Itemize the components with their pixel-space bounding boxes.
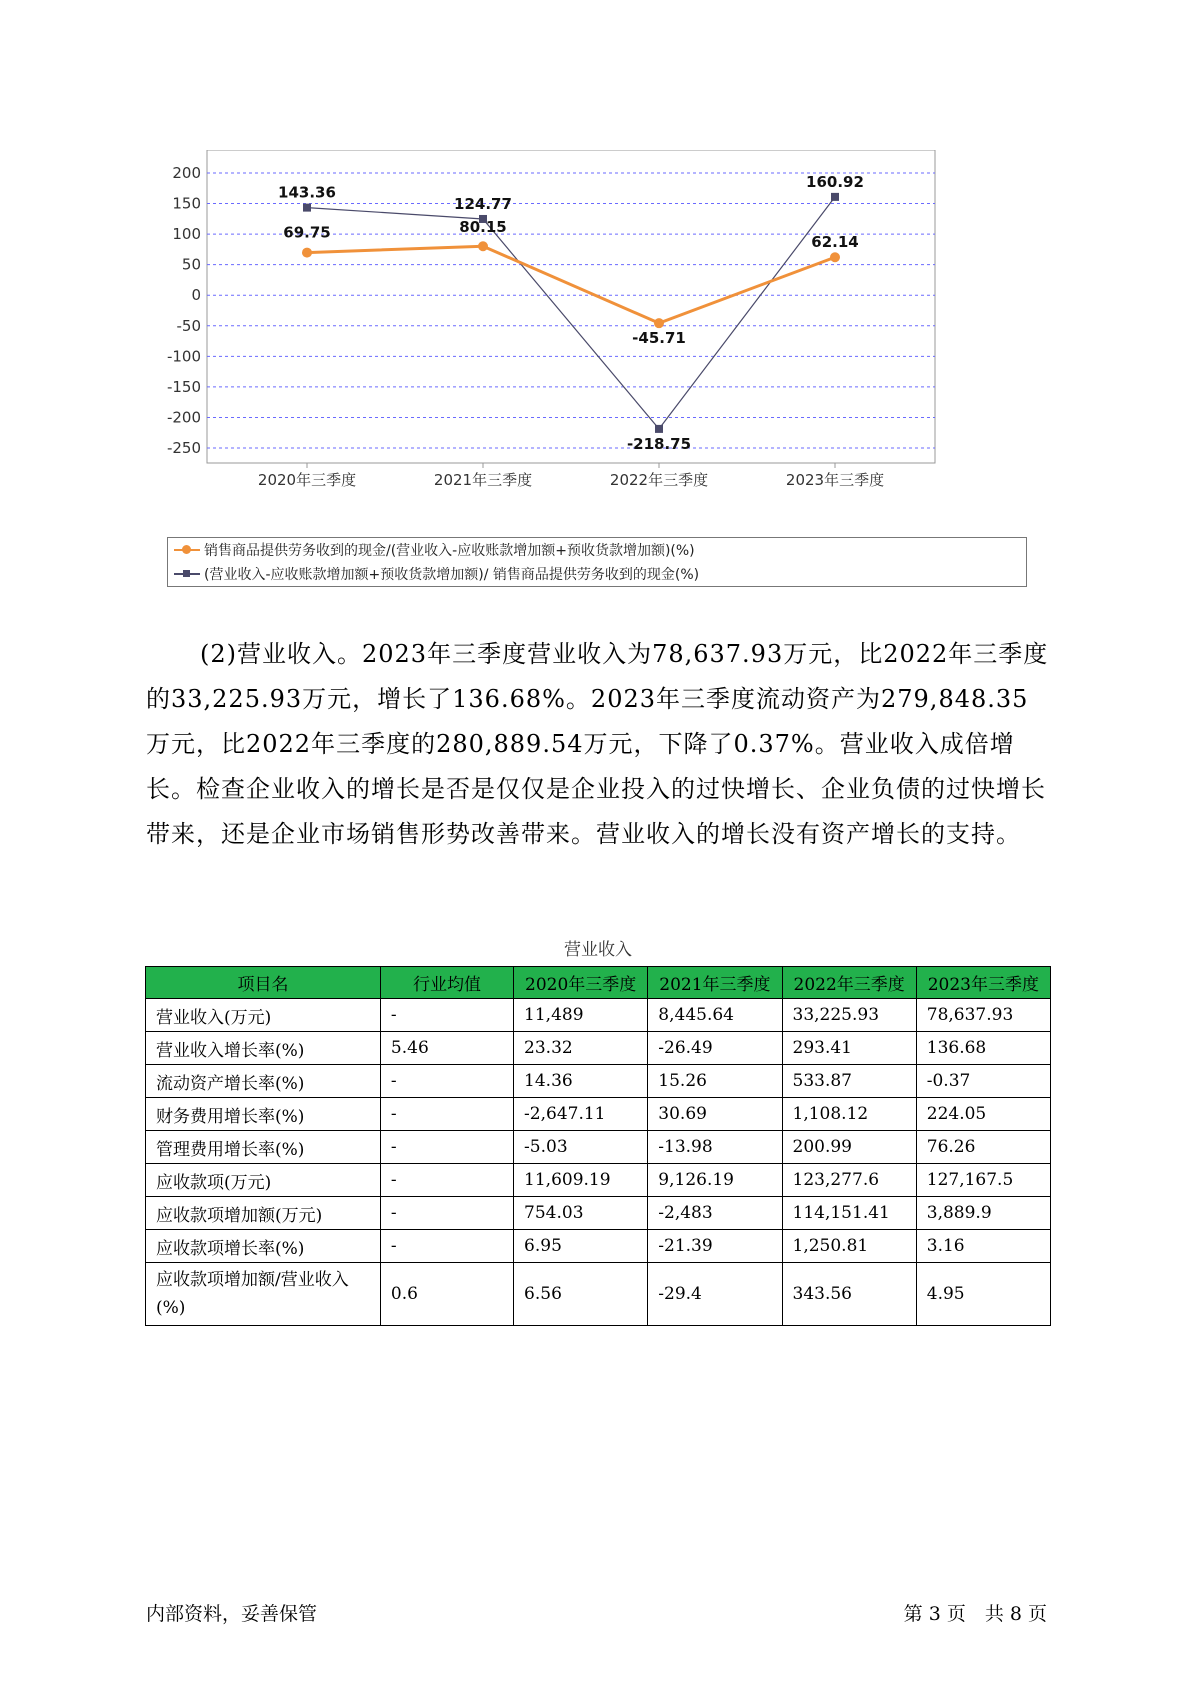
value-cell: -2,647.11 xyxy=(514,1098,648,1131)
table-header-row xyxy=(146,967,1051,999)
value-cell: -13.98 xyxy=(648,1131,782,1164)
table-row xyxy=(146,1164,1051,1197)
value-cell: -29.4 xyxy=(648,1263,782,1326)
header-cell: 2022年三季度 xyxy=(782,967,916,999)
data-label: 143.36 xyxy=(278,183,336,202)
value-cell: 23.32 xyxy=(514,1032,648,1065)
data-label: 69.75 xyxy=(283,223,331,242)
data-label: 80.15 xyxy=(459,218,507,237)
value-cell: - xyxy=(380,1230,513,1263)
row-label-cell: 营业收入(万元) xyxy=(146,999,381,1032)
table-row xyxy=(146,1197,1051,1230)
value-cell: -0.37 xyxy=(916,1065,1050,1098)
value-cell: 76.26 xyxy=(916,1131,1050,1164)
data-point xyxy=(655,425,663,433)
data-point xyxy=(831,193,839,201)
chart-legend xyxy=(167,537,1027,587)
y-tick-label: -250 xyxy=(166,439,201,457)
data-label: 124.77 xyxy=(454,194,512,213)
line-chart xyxy=(150,150,1020,590)
x-tick-label: 2022年三季度 xyxy=(609,471,709,489)
data-point xyxy=(302,248,312,258)
data-label: 62.14 xyxy=(811,233,859,252)
header-cell: 项目名 xyxy=(146,967,381,999)
row-label-cell: 应收款项(万元) xyxy=(146,1164,381,1197)
value-cell: 9,126.19 xyxy=(648,1164,782,1197)
value-cell: - xyxy=(380,1131,513,1164)
x-tick-label: 2021年三季度 xyxy=(433,471,533,489)
legend-entry-1 xyxy=(168,538,1026,562)
data-point xyxy=(830,252,840,262)
revenue-paragraph: (2)营业收入。2023年三季度营业收入为78,637.93万元，比2022年三季度的33,225.93万元，增长了136.68%。2023年三季度流动资产为279,848.35万元，比2022年三季度的280,889.54万元，下降了0.37%。营业收入成倍增长。检查企业收入的增长是否是仅仅是企业投入的过快增长、企业负债的过快增长带来，还是企业市场销售形势改善带来。营业收入的增长没有资产增长的支持。 xyxy=(146,640,1049,848)
value-cell: -2,483 xyxy=(648,1197,782,1230)
table-row xyxy=(146,1230,1051,1263)
value-cell: 11,609.19 xyxy=(514,1164,648,1197)
row-label-cell: 应收款项增加额(万元) xyxy=(146,1197,381,1230)
value-cell: 3.16 xyxy=(916,1230,1050,1263)
y-tick-label: 150 xyxy=(172,194,201,213)
x-tick-label: 2020年三季度 xyxy=(257,471,357,489)
footer-confidential: 内部资料，妥善保管 xyxy=(146,1603,318,1625)
table-row xyxy=(146,1065,1051,1098)
y-tick-label: -200 xyxy=(166,408,201,427)
value-cell: 14.36 xyxy=(514,1065,648,1098)
value-cell: 30.69 xyxy=(648,1098,782,1131)
value-cell: 114,151.41 xyxy=(782,1197,916,1230)
navy-square-marker-icon xyxy=(174,568,200,580)
value-cell: 1,108.12 xyxy=(782,1098,916,1131)
table-row xyxy=(146,1032,1051,1065)
y-tick-label: 100 xyxy=(172,225,201,244)
value-cell: 6.56 xyxy=(514,1263,648,1326)
data-label: -45.71 xyxy=(632,329,686,348)
row-label-cell: 应收款项增长率(%) xyxy=(146,1230,381,1263)
row-label-cell: 管理费用增长率(%) xyxy=(146,1131,381,1164)
value-cell: - xyxy=(380,1065,513,1098)
orange-circle-marker-icon xyxy=(174,544,200,556)
chart xyxy=(150,150,1020,590)
header-cell: 行业均值 xyxy=(380,967,513,999)
data-point xyxy=(303,204,311,212)
value-cell: 754.03 xyxy=(514,1197,648,1230)
value-cell: 533.87 xyxy=(782,1065,916,1098)
value-cell: 6.95 xyxy=(514,1230,648,1263)
table-row xyxy=(146,999,1051,1032)
table-row xyxy=(146,1098,1051,1131)
value-cell: 15.26 xyxy=(648,1065,782,1098)
data-label: 160.92 xyxy=(806,172,864,191)
value-cell: - xyxy=(380,1197,513,1230)
y-tick-label: 50 xyxy=(181,255,201,274)
value-cell: 127,167.5 xyxy=(916,1164,1050,1197)
table-row xyxy=(146,1131,1051,1164)
data-label: -218.75 xyxy=(626,434,692,453)
header-cell: 2023年三季度 xyxy=(916,967,1050,999)
value-cell: 8,445.64 xyxy=(648,999,782,1032)
value-cell: 4.95 xyxy=(916,1263,1050,1326)
row-label-cell: 财务费用增长率(%) xyxy=(146,1098,381,1131)
value-cell: -5.03 xyxy=(514,1131,648,1164)
value-cell: - xyxy=(380,1164,513,1197)
table-title: 营业收入 xyxy=(564,940,632,960)
row-label-cell: 流动资产增长率(%) xyxy=(146,1065,381,1098)
legend-label-2: (营业收入-应收账款增加额+预收货款增加额)/ 销售商品提供劳务收到的现金(%) xyxy=(204,567,700,583)
value-cell: 33,225.93 xyxy=(782,999,916,1032)
data-point xyxy=(654,318,664,328)
legend-entry-2 xyxy=(168,562,1026,586)
header-cell: 2021年三季度 xyxy=(648,967,782,999)
value-cell: 200.99 xyxy=(782,1131,916,1164)
value-cell: 5.46 xyxy=(380,1032,513,1065)
x-tick-label: 2023年三季度 xyxy=(785,471,885,489)
value-cell: 1,250.81 xyxy=(782,1230,916,1263)
value-cell: 78,637.93 xyxy=(916,999,1050,1032)
value-cell: 136.68 xyxy=(916,1032,1050,1065)
value-cell: 343.56 xyxy=(782,1263,916,1326)
table-row xyxy=(146,1263,1051,1326)
legend-label-1: 销售商品提供劳务收到的现金/(营业收入-应收账款增加额+预收货款增加额)(%) xyxy=(204,543,695,559)
value-cell: 3,889.9 xyxy=(916,1197,1050,1230)
header-cell: 2020年三季度 xyxy=(514,967,648,999)
footer-page-number: 第 3 页 共 8 页 xyxy=(903,1603,1047,1625)
y-tick-label: 0 xyxy=(191,286,201,305)
value-cell: 224.05 xyxy=(916,1098,1050,1131)
value-cell: -26.49 xyxy=(648,1032,782,1065)
value-cell: -21.39 xyxy=(648,1230,782,1263)
value-cell: - xyxy=(380,1098,513,1131)
y-tick-label: -150 xyxy=(166,377,201,396)
value-cell: - xyxy=(380,999,513,1032)
value-cell: 11,489 xyxy=(514,999,648,1032)
row-label-cell: 营业收入增长率(%) xyxy=(146,1032,381,1065)
revenue-table xyxy=(145,966,1051,1326)
value-cell: 293.41 xyxy=(782,1032,916,1065)
row-label-cell: 应收款项增加额/营业收入(%) xyxy=(146,1263,381,1326)
y-tick-label: 200 xyxy=(172,164,201,182)
value-cell: 0.6 xyxy=(380,1263,513,1326)
value-cell: 123,277.6 xyxy=(782,1164,916,1197)
y-tick-label: -50 xyxy=(176,316,201,335)
y-tick-label: -100 xyxy=(166,347,201,366)
data-point xyxy=(478,241,488,251)
